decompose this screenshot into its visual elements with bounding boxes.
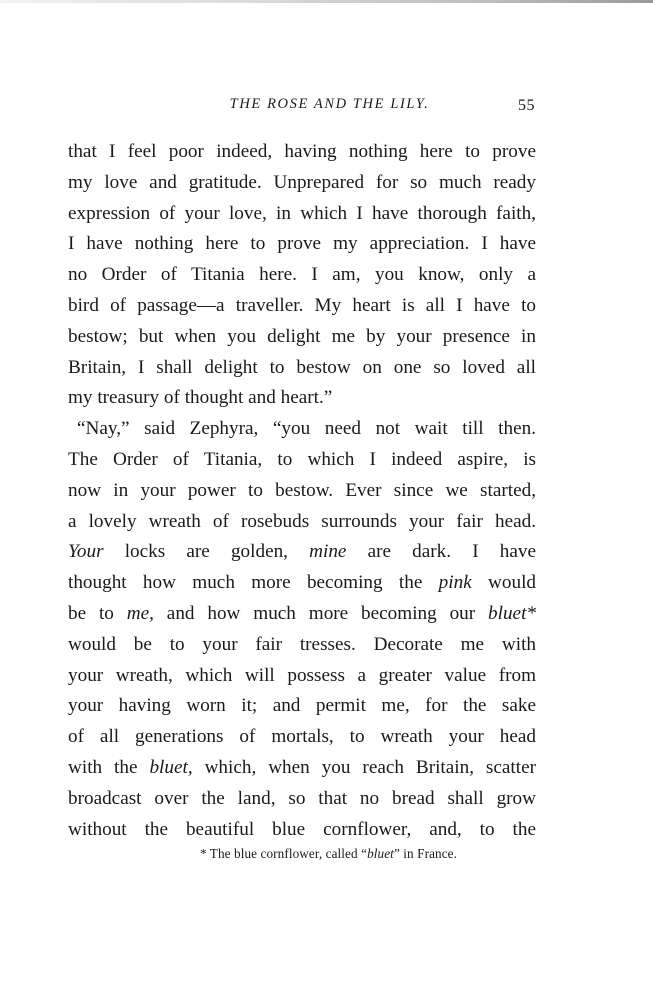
text-line: my love and gratitude. Unprepared for so much ready bbox=[68, 171, 536, 193]
text-line: without the beautiful blue cornflower, and, to the bbox=[68, 818, 536, 840]
text-line: no Order of Titania here. I am, you know, only a bbox=[68, 264, 536, 286]
text-line: thought how much more becoming the pink would bbox=[68, 572, 536, 594]
text-line: my treasury of thought and heart.” bbox=[68, 387, 333, 409]
text-line: your wreath, which will possess a greater value from bbox=[68, 664, 536, 686]
running-title: THE ROSE AND THE LILY. bbox=[229, 96, 430, 112]
italic-word: me, bbox=[126, 602, 154, 624]
text-line: bird of passage—a traveller. My heart is all I have to bbox=[68, 294, 536, 316]
running-head bbox=[0, 96, 653, 120]
text-line: with the bluet, which, when you reach Britain, scatter bbox=[68, 756, 537, 778]
text-line: “Nay,” said Zephyra, “you need not wait till then. bbox=[77, 418, 536, 440]
text-line: that I feel poor indeed, having nothing here to prove bbox=[68, 141, 536, 162]
text-line: now in your power to bestow. Ever since we started, bbox=[68, 479, 536, 501]
text-line: Your locks are golden, mine are dark. I have bbox=[68, 541, 536, 563]
text-line: bestow; but when you delight me by your presence in bbox=[68, 325, 536, 347]
italic-word: Your bbox=[68, 541, 104, 563]
body-text bbox=[68, 137, 536, 845]
text-line: be to me, and how much more becoming our bluet* bbox=[68, 602, 536, 624]
text-line: The Order of Titania, to which I indeed aspire, is bbox=[68, 448, 536, 470]
italic-word: bluet, bbox=[149, 756, 193, 778]
italic-word: bluet* bbox=[488, 602, 536, 624]
footnote: * The blue cornflower, called “bluet” in France. bbox=[199, 846, 458, 861]
text-line: would be to your fair tresses. Decorate me with bbox=[68, 633, 536, 655]
italic-word: mine bbox=[309, 541, 347, 563]
italic-word: bluet bbox=[367, 846, 394, 861]
text-line: a lovely wreath of rosebuds surrounds your fair head. bbox=[68, 510, 536, 532]
text-line: of all generations of mortals, to wreath your head bbox=[68, 726, 536, 748]
page-top-edge bbox=[0, 0, 653, 3]
text-line: Britain, I shall delight to bestow on one so loved all bbox=[68, 356, 536, 378]
page-number: 55 bbox=[518, 97, 535, 114]
text-line: expression of your love, in which I have thorough faith, bbox=[68, 202, 536, 224]
text-line: broadcast over the land, so that no bread shall grow bbox=[68, 787, 536, 809]
text-line: your having worn it; and permit me, for the sake bbox=[68, 695, 536, 717]
text-line: I have nothing here to prove my appreciation. I have bbox=[68, 233, 536, 255]
italic-word: pink bbox=[438, 572, 472, 594]
